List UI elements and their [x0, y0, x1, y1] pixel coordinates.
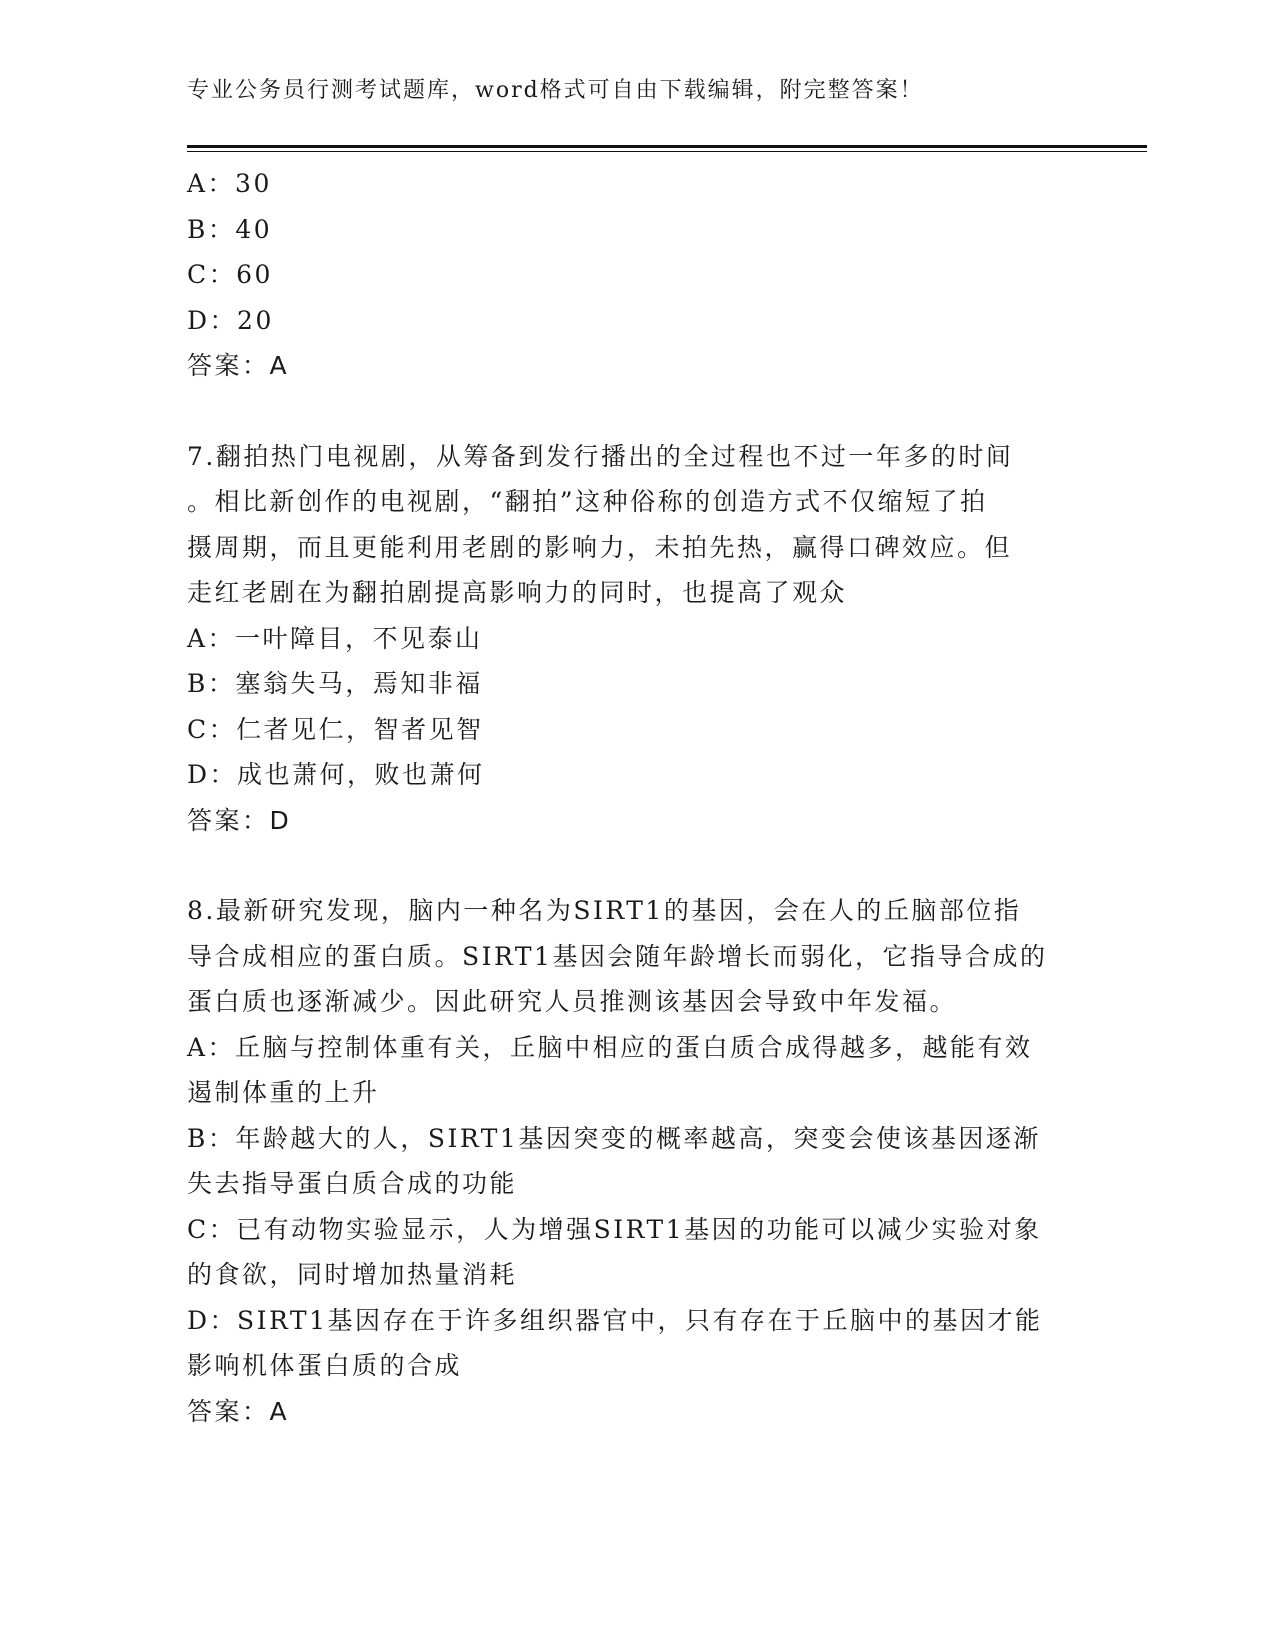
- option-d: D：SIRT1基因存在于许多组织器官中，只有存在于丘脑中的基因才能: [187, 1305, 1043, 1335]
- option-d-continued: 影响机体蛋白质的合成: [187, 1351, 463, 1380]
- option-c-continued: 的食欲，同时增加热量消耗: [187, 1260, 518, 1289]
- question-content: [187, 161, 1077, 1434]
- question-8: [187, 888, 1077, 1434]
- option-b-continued: 失去指导蛋白质合成的功能: [187, 1169, 518, 1198]
- option-b: B：塞翁失马，焉知非福: [187, 669, 483, 698]
- option-c: C：已有动物实验显示，人为增强SIRT1基因的功能可以减少实验对象: [187, 1214, 1042, 1244]
- option-a: A：30: [187, 169, 272, 198]
- question-stem-line: 8.最新研究发现，脑内一种名为SIRT1的基因，会在人的丘脑部位指: [187, 896, 1022, 925]
- question-stem-line: 。相比新创作的电视剧，“翻拍”这种俗称的创造方式不仅缩短了拍: [187, 487, 988, 516]
- page-header: 专业公务员行测考试题库，word格式可自由下载编辑，附完整答案！: [187, 78, 924, 103]
- option-c: C：仁者见仁，智者见智: [187, 714, 484, 744]
- question-7: [187, 434, 1077, 844]
- question-gap: [187, 389, 1077, 434]
- question-6-tail: [187, 161, 1077, 389]
- option-c: C：60: [187, 260, 273, 289]
- option-b: B：年龄越大的人，SIRT1基因突变的概率越高，突变会使该基因逐渐: [187, 1123, 1041, 1153]
- answer-line: 答案：A: [187, 1396, 290, 1426]
- option-a-continued: 遏制体重的上升: [187, 1078, 380, 1107]
- header-rule-thick: [187, 145, 1147, 148]
- answer-line: 答案：D: [187, 805, 292, 835]
- option-d: D：20: [187, 305, 274, 335]
- header-rule-thin: [187, 151, 1147, 152]
- option-b: B：40: [187, 214, 273, 244]
- option-a: A：一叶障目，不见泰山: [187, 623, 483, 653]
- question-stem-line: 摄周期，而且更能利用老剧的影响力，未拍先热，赢得口碑效应。但: [187, 532, 1013, 562]
- option-a: A：丘脑与控制体重有关，丘脑中相应的蛋白质合成得越多，越能有效: [187, 1032, 1033, 1062]
- question-stem-line: 导合成相应的蛋白质。SIRT1基因会随年龄增长而弱化，它指导合成的: [187, 941, 1048, 971]
- option-d: D：成也萧何，败也萧何: [187, 760, 485, 789]
- question-stem-line: 7.翻拍热门电视剧，从筹备到发行播出的全过程也不过一年多的时间: [187, 441, 1014, 471]
- question-stem-line: 走红老剧在为翻拍剧提高影响力的同时，也提高了观众: [187, 578, 848, 607]
- answer-line: 答案：A: [187, 351, 290, 380]
- question-gap: [187, 843, 1077, 888]
- question-stem-line: 蛋白质也逐渐减少。因此研究人员推测该基因会导致中年发福。: [187, 987, 958, 1016]
